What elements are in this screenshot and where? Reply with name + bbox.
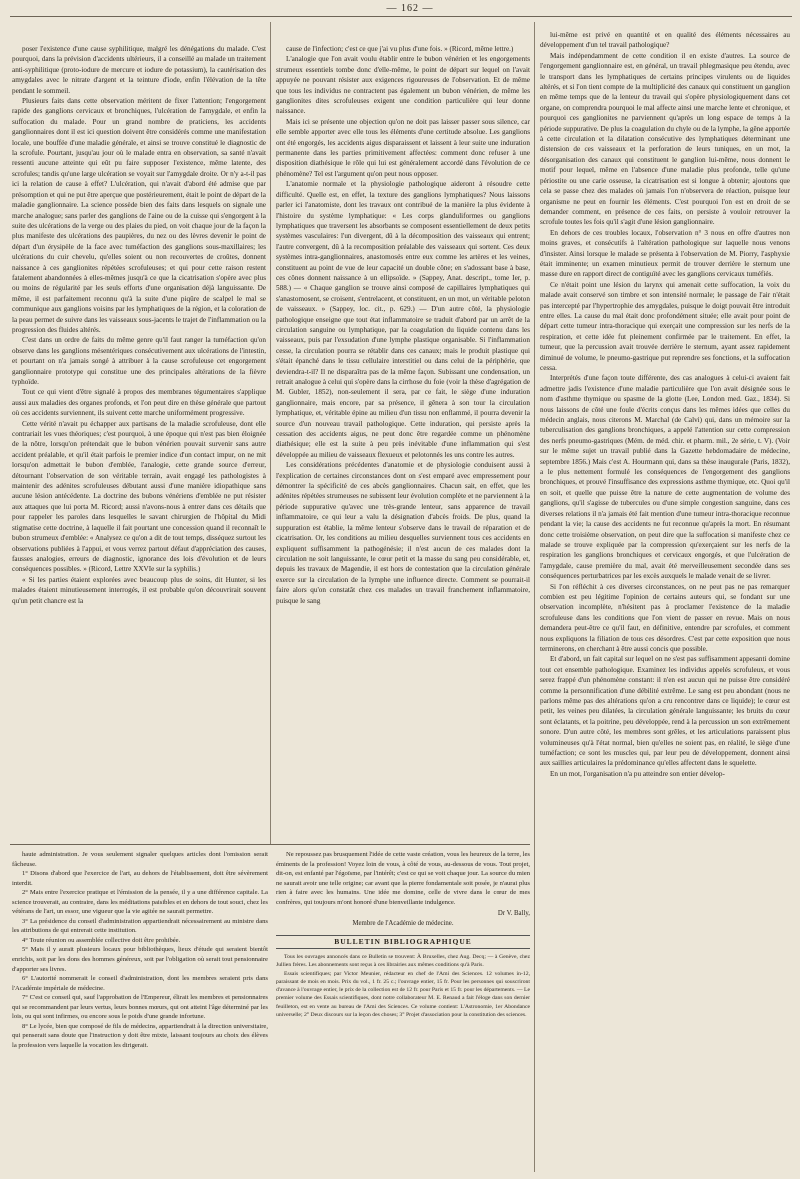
bulletin-intro: Tous les ouvrages annoncés dans ce Bulletin se trouvent: À Bruxelles, chez Aug. Decq; — à Genève, chez Jullien frères. Les abonnements sont reçus à ces librairies aux mêmes conditions qu'à Paris. xyxy=(276,953,530,969)
bulletin-title: BULLETIN BIBLIOGRAPHIQUE xyxy=(276,935,530,949)
feuilleton-separator xyxy=(10,844,530,845)
paragraph: 6° L'autorité nommerait le conseil d'administration, dont les membres seraient pris dans l'Académie impériale de médecine. xyxy=(12,975,268,992)
paragraph: cause de l'infection; c'est ce que j'ai vu plus d'une fois. » (Ricord, même lettre.) xyxy=(286,45,514,53)
paragraph: « Si les parties étaient explorées avec beaucoup plus de soins, dit Hunter, si les malades étaient minutieusement interrogés, il est probable qu'on découvrirait souvent qu'un petit chancre est la xyxy=(12,575,266,605)
feuilleton-column-2 xyxy=(276,850,530,1170)
paragraph: 1° Disons d'abord que l'exercice de l'art, au dehors de l'établissement, doit être sévèrement interdit. xyxy=(12,870,268,887)
paragraph: Ne repoussez pas brusquement l'idée de cette vaste création, vous les heureux de la terre, les éminents de la profession! Voyez loin de vous, à côté de vous, au-dessous de vous. Tout projet, dit-on, est enfanté par l'égoïsme, par l'intérêt; c'est ce qui se voit chaque jour. La source du mien ne saurait avoir une telle origine; car avant que la pierre fondamentale soit posée, je n'aurai plus rien à faire avec les humains. Une idée me domine, celle de vivre dans le cœur de mes confrères, qui toujours m'ont honoré d'une bienveillante indulgence. xyxy=(276,851,530,906)
header-rule xyxy=(10,16,792,17)
paragraph: 2° Mais entre l'exercice pratique et l'émission de la pensée, il y a une différence capitale. La science trouverait, au contraire, dans les méditations paisibles et en dehors de tout souci, chez les vétérans de l'art, un essor, une vigueur que la vie agitée ne saurait permettre. xyxy=(12,889,268,916)
article-column-3 xyxy=(540,30,790,1172)
paragraph: 8° Le lycée, bien que composé de fils de médecins, appartiendrait à la direction universitaire, qui penserait sans doute que l'instruction y doit être mixte, laissant toujours au choix des élèves la profession vers laquelle la vocation les dirigerait. xyxy=(12,1022,268,1049)
paragraph: Mais ici se présente une objection qu'on ne doit pas laisser passer sous silence, car elle semble apporter avec elle tous les éléments d'une certitude absolue. Les ganglions ont été engorgés, les accidents aigus disparaissent et laissent à leur suite une induration permanente dans les parties primitivement affectées: comment donc refuser à une disposition diathésique le rôle qui lui est généralement accordé dans l'évolution de ce phénomène? Tel est l'argument qu'on peut nous opposer. xyxy=(276,117,530,178)
column-divider xyxy=(270,22,271,844)
paragraph: L'anatomie normale et la physiologie pathologique aideront à résoudre cette difficulté. Quelle est, en effet, la texture des ganglions lymphatiques? Nous laissons parler ici l'anatomiste, dont les travaux ont contribué de la manière la plus évidente à l'histoire du système lymphatique: « Les corps glanduliformes ou ganglions lymphatiques que traversent les absorbants se composent essentiellement de deux petits systèmes vasculaires: l'un divergent, dû à la décomposition des vaisseaux qui entrent; l'autre convergent, dû à la recomposition préalable des vaisseaux qui sortent. Ces deux systèmes intra-ganglionnaires, anastomosés entre eux comme les artères et les veines, constituent au point de vue de leur capacité un double cône; en s'adossant base à base, ces cônes donnent naissance à un ellipsoïde. » (Sappey, Anat. descript., tome Ier, p. 588.) — « Chaque ganglion se trouve ainsi composé de capillaires lymphatiques qui s'anastomosent, se croisent, s'entrelacent, et constituent, en un mot, un véritable peloton de vaisseaux. » (Sappey, loc. cit., p. 629.) — D'un autre côté, la physiologie pathologique enseigne que tout état inflammatoire se traduit d'abord par un arrêt de la circulation sanguine ou lymphatique, par la coagulation du liquide contenu dans les vaisseaux, puis par l'exsudation d'une lymphe plastique organisable. Si l'inflammation cesse, la circulation pourra se rétablir dans ces canaux; mais le produit plastique qui s'était épanché dans le tissu cellulaire interstitiel ou dans celui de la périphérie, que deviendra-t-il? Il ne disparaîtra pas de la même façon. Subissant une condensation, un retrait analogue à celui qui s'opère dans la cirrhose du foie (voir la thèse d'agrégation de M. Gubler, 1852), non-seulement il sera, par ce fait, le siège d'une induration ganglionnaire, mais encore, par sa présence, il gênera à son tour la circulation lymphatique, et, véritable épine au milieu d'un tissu non enflammé, il pourra devenir la source d'un nouveau travail pathologique. Cette induration, qui persiste après la cessation des accidents aigus, ne peut donc être regardée comme un phénomène diathésique; elle est la suite à peu près inévitable d'une inflammation qui s'est développée au milieu de vaisseaux flexueux et pelotonnés les uns contre les autres. xyxy=(276,180,530,459)
paragraph: Interprétés d'une façon toute différente, des cas analogues à celui-ci avaient fait admettre jadis l'existence d'une maladie particulière que l'on avait désignée sous le nom d'asthme thymique ou spasme de la glotte (Lee, London med. Gaz., 1834). Si nous laissons de côté une foule d'écrits conçus dans les mêmes idées que celles du médecin anglais, nous citerons M. Marchal (de Calvi) qui, dans un mémoire sur la tuberculisation des ganglions bronchiques, a appelé l'attention sur cette compression des nerfs pneumo-gastriques (Mém. de méd. chir. et pharm. mil., 2e série, t. V). (Voir sur le même sujet un travail publié dans la Gazette hebdomadaire de médecine, septembre 1856.) Mais c'est A. Hourmann qui, dans sa thèse inaugurale (Paris, 1832), a le plus nettement formulé les conséquences de l'engorgement des ganglions bronchiques, et prouvé l'insuffisance des expressions asthme thymique, etc. Quoi qu'il en soit, et quelle que puisse être la nature de cette augmentation de volume des ganglions, qu'il s'agisse de tubercules ou d'une simple congestion sanguine, dans ces diverses relations il n'a jamais été fait mention d'une tumeur intra-thoracique reconnue pendant la vie; la cause des accidents ne fut reconnue qu'après la mort. En résumant donc cette troisième observation, on peut dire que la suffocation si manifeste chez ce malade se trouve expliquée par la compression qu'exerçaient sur les nerfs de la respiration les ganglions bronchiques et cervicaux engorgés, et que l'ulcération de l'amygdale, cause première du mal, avait été merveilleusement secondée dans ses conséquences perturbatrices par les excès auxquels le malade venait de se livrer. xyxy=(540,374,790,581)
paragraph: L'analogie que l'on avait voulu établir entre le bubon vénérien et les engorgements strumeux essentiels tombe donc d'elle-même, le point de départ sur lequel on l'avait appuyée ne pouvant résister aux exigences rigoureuses de l'observation. Et de même que tous les individus ne contractent pas également un bubon vénérien, de même les ganglionites dites scrofuleuses exigent une condition particulière qui leur donne naissance. xyxy=(276,55,530,116)
paragraph: poser l'existence d'une cause syphilitique, malgré les dénégations du malade. C'est pourquoi, dans la prévision d'accidents ultérieurs, il a conseillé au malade un traitement anti-syphilitique (proto-iodure de mercure et iodure de potassium), la cautérisation des amygdales avec le nitrate d'argent et la teinture d'iode, enfin l'élévation de la tête pendant le sommeil. xyxy=(12,45,266,95)
paragraph: Tout ce qui vient d'être signalé à propos des membranes tégumentaires s'applique aussi aux maladies des organes profonds, et l'on peut dire en thèse générale que partout où ces accidents surviennent, ils suivent cette marche uniformément progressive. xyxy=(12,388,266,418)
paragraph: 3° La présidence du conseil d'administration appartiendrait nécessairement au ministre dans les attributions de qui entrerait cette institution. xyxy=(12,917,268,935)
paragraph: 4° Toute réunion ou assemblée collective doit être prohibée. xyxy=(22,936,181,944)
paragraph: haute administration. Je vous seulement signaler quelques articles dont l'omission serait fâcheuse. xyxy=(12,851,268,868)
paragraph: En dehors de ces troubles locaux, l'observation n° 3 nous en offre d'autres non moins graves, et consécutifs à l'altération pathologique sur laquelle nous venons d'insister. Ainsi lorsque le malade se présenta à l'observation de M. Piorry, l'asphyxie était imminente; un examen minutieux permit de trouver derrière le sternum une masse dure en rapport direct de contiguïté avec les ganglions cervicaux tuméfiés. xyxy=(540,228,790,279)
paragraph: Et d'abord, un fait capital sur lequel on ne s'est pas suffisamment appesanti domine tout cet ensemble pathologique. Examinez les individus appelés scrofuleux, et vous serez frappé d'un phénomène constant: il n'en est aucun qui ne puisse être considéré comme la personnification d'une débilité extrême. Le sang est peu abondant (nous ne parlons même pas des altérations qu'on a cru rencontrer dans ce liquide); le cœur est petit, les veines peu dilatées, la circulation générale languissante; les bruits du cœur sont éclatants, et la poitrine, peu développée, rend à la percussion un son extrêmement sonore. D'un autre côté, les membres sont grêles, et les articulations paraissent plus volumineuses qu'à l'état normal, bien qu'elles ne soient pas, en réalité, le siège d'une tuméfaction; ce sont les muscles qui, par leur peu de développement, donnent ainsi aux saillies articulaires la prédominance qu'elles affectent dans le squelette. xyxy=(540,655,790,768)
paragraph: Plusieurs faits dans cette observation méritent de fixer l'attention; l'engorgement rapide des ganglions cervicaux et bronchiques, l'ulcération de l'amygdale, et enfin la suffocation du malade. Pour un grand nombre de praticiens, les accidents ganglionnaires dont il est ici question doivent être considérés comme une manifestation locale, une bouffée d'une maladie générale, et ainsi se trouve constitué le diagnostic de la scrofule. Pourtant, jusqu'au jour où le malade entra en observation, sa santé n'avait ressenti aucune atteinte qui eût pu faire supposer l'existence, même latente, des scrofules; tandis qu'une large ulcération se voyait sur l'amygdale droite. Or n'y a-t-il pas ici la relation de cause à effet? L'ulcération, qui n'avait d'abord été admise que par présomption et qui ne put être aperçue que postérieurement, était le point de départ de la maladie ganglionnaire. La science possède bien des faits dans lesquels on signale une marche analogue; sans parler des ganglions de l'aine ou de la cuisse qui s'engorgent à la suite des ulcérations de la verge ou des plaies du pied, on voit chaque jour de la façon la plus manifeste des ulcérations des paupières, du nez ou des lèvres devenir le point de départ d'un érysipèle de la face avec tuméfaction des ganglions sous-maxillaires; les ulcérations du cuir chevelu, qu'elles soient ou non recouvertes de croûtes, donnent naissance à ces ganglionites répétées scrofuleuses; et qui pour cette raison restent fatalement abandonnées à elles-mêmes jusqu'à ce que la cicatrisation s'opère avec plus ou moins de régularité par les seuls efforts d'une organisation déjà languissante. De même, il est parfaitement reconnu qu'à la suite d'une piqûre de scalpel le mal se communique aux ganglions voisins par les lymphatiques de la région, et la coloration de la peau permet de suivre dans les vaisseaux sous-jacents le trajet de l'inflammation ou la progression des fluides altérés. xyxy=(12,97,266,334)
paragraph: Ce n'était point une lésion du larynx qui amenait cette suffocation, la voix du malade avait conservé son timbre et son intensité normale; le passage de l'air n'était pas intercepté par l'hypertrophie des amygdales, puisque le doigt pouvait être introduit entre elles. La cause du mal était donc profondément située; elle avait pour point de départ cette tumeur intra-thoracique qui exerçait une compression sur les nerfs de la respiration, et cette idée fut pleinement confirmée par le traitement. En effet, la tumeur, que la percussion avait trouvée derrière le sternum, ayant assez rapidement diminué de volume, le pneumo-gastrique put reprendre ses fonctions, et la suffocation cessa. xyxy=(540,280,790,372)
paragraph: 5° Mais il y aurait plusieurs locaux pour bibliothèques, lieux d'étude qui seraient bientôt enrichis, soit par les dons des hommes généreux, soit par l'obligation où serait tout pensionnaire d'apporter ses livres. xyxy=(12,946,268,973)
feuilleton-column-1 xyxy=(12,850,268,1170)
paragraph: lui-même est privé en quantité et en qualité des éléments nécessaires au développement d'un tel travail pathologique? xyxy=(540,31,790,50)
article-column-2 xyxy=(276,44,530,840)
signature-title: Membre de l'Académie de médecine. xyxy=(352,919,454,927)
paragraph: 7° C'est ce conseil qui, sauf l'approbation de l'Empereur, élirait les membres et pensionnaires qui se recommandent par leurs vertus, leurs bonnes mœurs, qui ont atteint l'âge déterminé par les lois, ou qui sont infirmes, ou encore sous le poids d'une grande infortune. xyxy=(12,994,268,1021)
paragraph: Mais indépendamment de cette condition il en existe d'autres. La source de l'engorgement ganglionnaire est, en général, un travail phlegmasique peu étendu, avec le transport dans les lymphatiques de certains principes virulents ou de liquides altérés, et si l'on tient compte de la multiplicité des canaux qui constituent un ganglion en même temps que de la lenteur du travail qui s'opère physiologiquement dans cet organe, on comprendra pourquoi le mal affecte ainsi une marche lente et chronique, et pourquoi ces ganglionites ne parviennent qu'après un long espace de temps à la période suppurative. De plus la coagulation du chyle ou de la lymphe, la gêne apportée à cette circulation et la dilatation consécutive des lymphatiques déterminant une distension de ces vaisseaux et la perforation de leurs tuniques, en un mot, la désorganisation des canaux qui constituent le ganglion lui-même, nous donnent le motif pour lequel, même en l'absence d'une maladie plus profonde, telle qu'une périostite ou une carie osseuse, la cicatrisation est si longue à obtenir; ajoutons que cela se passe chez des malades où jamais l'on n'observera de réaction, puisque leur organisme ne peut en fournir les éléments. C'est pourquoi l'on est en droit de se demander comment, en présence de ces faits, on persiste à vouloir retrouver la scrofule toutes les fois qu'il s'agit d'une lésion ganglionnaire. xyxy=(540,51,790,227)
article-column-1 xyxy=(12,44,266,840)
paragraph: Si l'on réfléchit à ces diverses circonstances, on ne peut pas ne pas remarquer combien est peu légitime l'opinion de certains auteurs qui, se fondant sur une observation incomplète, n'hésitent pas à proclamer l'existence de la maladie scrofuleuse dans les conditions que l'on vient de passer en revue. Mais on nous demandera peut-être ce qu'il faut, en définitive, entendre par scrofules, et comment nous expliquons la filiation de tous ces désordres. C'est par cette exposition que nous terminerons, en cherchant à être aussi concis que possible. xyxy=(540,582,790,653)
bulletin-entry: Essais scientifiques; par Victor Meunier, rédacteur en chef de l'Ami des Sciences. 12 volumes in-12, paraissant de mois en mois. Prix du vol., 1 fr. 25 c.; l'ouvrage entier, 15 fr. Pour les personnes qui souscriront d'avance à l'ouvrage entier, le prix de la collection est de 12 fr. pour Paris et 15 fr. pour les départements. — Le premier volume des Essais scientifiques, dont notre collaborateur M. E. Renaud a fait l'éloge dans son dernier feuilleton, est en vente au bureau de l'Ami des Sciences. Ce volume contient: L'Astronomie, 1er Abondance universelle; 2° Deux discours sur la leçon des choses; 3° Projet d'association pour la constitution des sciences. xyxy=(276,970,530,1018)
column-divider xyxy=(534,22,535,1172)
page-number: — 162 — xyxy=(386,3,434,14)
paragraph: Les considérations précédentes d'anatomie et de physiologie conduisent aussi à l'explication de certaines circonstances dont on s'est emparé avec empressement pour démontrer la spécificité de ces abcès ganglionnaires. Chacun sait, en effet, que les adénites répétées strumeuses ne subissent leur évolution complète et ne parviennent à la période suppurative qu'avec une très-grande lenteur, sans apparence de travail inflammatoire, ce qui leur a valu la désignation d'abcès froids. De plus, quand la suppuration est établie, la même lenteur s'observe dans le travail de réparation et de cicatrisation. Or, les conditions au milieu desquelles surviennent tous ces accidents en expliquent suffisamment la pathogénésie; il n'est aucun de ces malades dont la circulation ne soit languissante, le cœur petit et la masse du sang peu considérable, et, depuis les travaux de Magendie, il est hors de contestation que la circulation générale exerce sur la circulation de la lymphe une influence directe. Comment se pourrait-il faire alors qu'on constatât chez ces malades un travail franchement inflammatoire, puisque le sang xyxy=(276,461,530,605)
paragraph: Cette vérité n'avait pu échapper aux partisans de la maladie scrofuleuse, dont elle contrariait les vues théoriques; c'est pourquoi, à une époque qui n'est pas bien éloignée de la nôtre, lorsqu'on prétendait que le bubon vénérien pouvait survenir sans autre accident préalable, et qu'il était parfois le premier indice d'un contact impur, on ne mit lorsqu'on admettait le bubon d'emblée, l'analogie, cette grande source d'erreur, détournant l'observation de son véritable terrain, avait engagé les pathologistes à maintenir des adénites scrofuleuses débutant aussi d'une manière idiopathique sans aucune lésion antécédente. La doctrine des bubons vénériens d'emblée ne put résister aux attaques que lui porta M. Ricord; aussi n'avons-nous à entrer dans ces détails que pour rappeler les paroles dans lesquelles le savant chirurgien de l'hôpital du Midi stigmatise cette doctrine, à laquelle il fait pourtant une concession quand il reconnaît le bubon strumeux d'emblée: « Analysez ce qu'on a dit de tout temps, disséquez surtout les observations publiées à l'appui, et vous verrez partout défaut d'appréciation des causes, fausses analogies, erreurs de diagnostic, ignorance des lois d'évolution et de leurs conséquences possibles. » (Ricord, Lettre XXVIe sur la syphilis.) xyxy=(12,419,266,574)
bulletin-body xyxy=(276,953,530,1019)
signature: Dr V. Bally, xyxy=(497,910,530,918)
paragraph: En un mot, l'organisation n'a pu atteindre son entier dévelop- xyxy=(550,769,725,778)
paragraph: C'est dans un ordre de faits du même genre qu'il faut ranger la tuméfaction qu'on observe dans les ganglions mésentériques consécutivement aux ulcérations de l'intestin, et pourtant on n'a jamais songé à attribuer à la cause scrofuleuse cet engorgement ganglionnaire prototype qui constitue une des principales altérations de la fièvre typhoïde. xyxy=(12,336,266,386)
